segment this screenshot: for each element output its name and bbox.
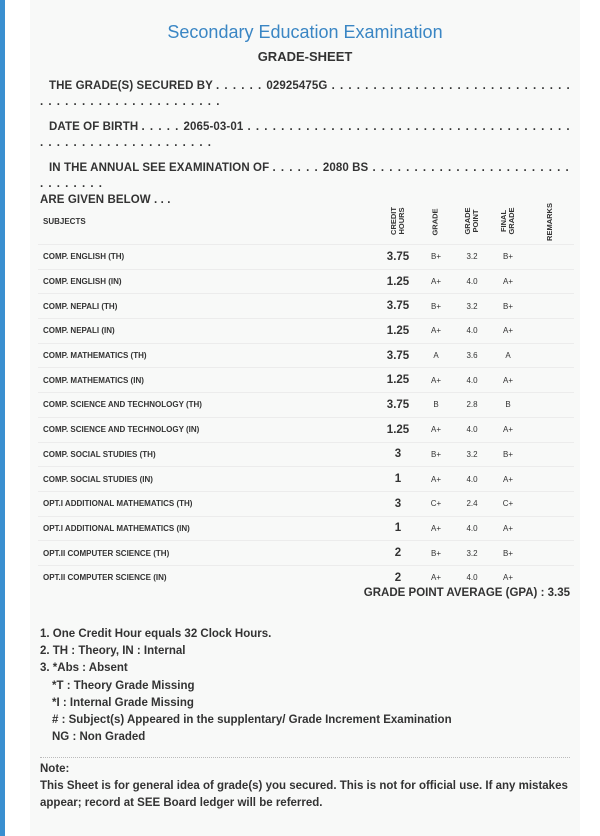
- grade-point-cell: 3.2: [454, 294, 490, 319]
- note-title: Note:: [40, 763, 70, 775]
- grade-point-cell: 4.0: [454, 467, 490, 492]
- grade-point-cell: 4.0: [454, 565, 490, 589]
- final-grade-cell: B+: [490, 294, 526, 319]
- grade-point-cell: 3.2: [454, 442, 490, 467]
- table-row: [38, 245, 574, 270]
- final-grade-cell: B+: [490, 541, 526, 566]
- table-row: [38, 393, 574, 418]
- grade-sheet-card: [30, 0, 580, 836]
- grade-cell: A+: [418, 516, 454, 541]
- table-row: [38, 417, 574, 442]
- remarks-cell: [526, 294, 574, 319]
- col-grade-point: GRADE POINT: [463, 207, 480, 235]
- remarks-cell: [526, 491, 574, 516]
- grades-table: [38, 198, 574, 590]
- subject-cell: OPT.II COMPUTER SCIENCE (IN): [38, 565, 378, 589]
- credit-hours-cell: 1.25: [378, 368, 418, 393]
- gpa-value: 3.35: [547, 587, 570, 599]
- exam-title: Secondary Education Examination: [167, 22, 443, 42]
- legend-item: 2. TH : Theory, IN : Internal: [40, 645, 186, 658]
- grade-cell: A: [418, 343, 454, 368]
- grade-cell: A+: [418, 368, 454, 393]
- note-block: [40, 761, 570, 812]
- final-grade-cell: A+: [490, 417, 526, 442]
- grade-cell: B+: [418, 294, 454, 319]
- col-grade: GRADE: [431, 207, 440, 236]
- grade-point-cell: 2.4: [454, 491, 490, 516]
- table-row: [38, 516, 574, 541]
- exam-label: IN THE ANNUAL SEE EXAMINATION OF: [49, 162, 270, 174]
- subject-cell: COMP. SOCIAL STUDIES (IN): [38, 467, 378, 492]
- legend-item: # : Subject(s) Appeared in the supplentary/ Grade Increment Examination: [52, 714, 452, 727]
- dob-value: 2065-03-01: [183, 121, 244, 133]
- legend-item: *I : Internal Grade Missing: [52, 696, 194, 709]
- subject-cell: COMP. SCIENCE AND TECHNOLOGY (TH): [38, 393, 378, 418]
- grade-point-cell: 2.8: [454, 393, 490, 418]
- table-row: [38, 467, 574, 492]
- credit-hours-cell: 1.25: [378, 417, 418, 442]
- grade-cell: B+: [418, 442, 454, 467]
- final-grade-cell: C+: [490, 491, 526, 516]
- table-row: [38, 319, 574, 344]
- grade-point-cell: 3.2: [454, 541, 490, 566]
- subject-cell: COMP. MATHEMATICS (IN): [38, 368, 378, 393]
- table-row: [38, 442, 574, 467]
- credit-hours-cell: 1: [378, 467, 418, 492]
- remarks-cell: [526, 516, 574, 541]
- final-grade-cell: A+: [490, 467, 526, 492]
- remarks-cell: [526, 541, 574, 566]
- left-accent-bar: [0, 0, 5, 836]
- grade-cell: A+: [418, 565, 454, 589]
- credit-hours-cell: 2: [378, 541, 418, 566]
- secured-by-label: THE GRADE(S) SECURED BY: [49, 80, 213, 92]
- subject-cell: COMP. NEPALI (TH): [38, 294, 378, 319]
- credit-hours-cell: 3.75: [378, 393, 418, 418]
- table-row: [38, 294, 574, 319]
- legend-list: [40, 626, 452, 746]
- grade-cell: A+: [418, 269, 454, 294]
- grade-cell: A+: [418, 319, 454, 344]
- grade-point-cell: 4.0: [454, 319, 490, 344]
- credit-hours-cell: 3: [378, 491, 418, 516]
- grade-cell: C+: [418, 491, 454, 516]
- table-row: [38, 269, 574, 294]
- final-grade-cell: B+: [490, 245, 526, 270]
- final-grade-cell: A+: [490, 319, 526, 344]
- given-below-text: ARE GIVEN BELOW . . .: [40, 194, 171, 206]
- subject-cell: COMP. MATHEMATICS (TH): [38, 343, 378, 368]
- col-remarks: REMARKS: [544, 202, 554, 241]
- note-text: This Sheet is for general idea of grade(s) you secured. This is not for official use. If any mistakes appear; record at SEE Board ledger will be referred.: [40, 780, 568, 809]
- grade-cell: A+: [418, 467, 454, 492]
- table-row: [38, 491, 574, 516]
- credit-hours-cell: 2: [378, 565, 418, 589]
- remarks-cell: [526, 368, 574, 393]
- remarks-cell: [526, 442, 574, 467]
- legend-item: NG : Non Graded: [52, 731, 146, 744]
- final-grade-cell: A+: [490, 516, 526, 541]
- grade-cell: B+: [418, 541, 454, 566]
- subject-cell: COMP. NEPALI (IN): [38, 319, 378, 344]
- remarks-cell: [526, 343, 574, 368]
- table-header-row: [38, 198, 574, 245]
- final-grade-cell: A+: [490, 565, 526, 589]
- credit-hours-cell: 3: [378, 442, 418, 467]
- legend-item: *T : Theory Grade Missing: [52, 679, 195, 692]
- grade-cell: B+: [418, 245, 454, 270]
- exam-line: IN THE ANNUAL SEE EXAMINATION OF . . . . . . 2080 BS . . . . . . . . . . . . . . . . . . . . . . . . . . . . . . . . ARE GIVEN BELOW . . .: [40, 162, 570, 206]
- final-grade-cell: B: [490, 393, 526, 418]
- grade-sheet-heading: GRADE-SHEET: [257, 49, 353, 64]
- subject-cell: COMP. ENGLISH (TH): [38, 245, 378, 270]
- col-subjects: SUBJECTS: [43, 216, 86, 226]
- credit-hours-cell: 1.25: [378, 269, 418, 294]
- gpa-label: GRADE POINT AVERAGE (GPA) :: [363, 587, 545, 599]
- subject-cell: COMP. SCIENCE AND TECHNOLOGY (IN): [38, 417, 378, 442]
- grade-point-cell: 4.0: [454, 269, 490, 294]
- remarks-cell: [526, 417, 574, 442]
- subject-cell: OPT.II COMPUTER SCIENCE (TH): [38, 541, 378, 566]
- secured-by-line: THE GRADE(S) SECURED BY . . . . . . 02925475G . . . . . . . . . . . . . . . . . . . . . . . . . . . . . . . . . . . . . . . . . . . . . . . . . . .: [40, 80, 571, 108]
- grade-point-cell: 3.2: [454, 245, 490, 270]
- dob-line: DATE OF BIRTH . . . . . 2065-03-01 . . . . . . . . . . . . . . . . . . . . . . . . . . . . . . . . . . . . . . . . . . . . . . . . . . . . . . . . . . . .: [40, 121, 571, 149]
- table-row: [38, 368, 574, 393]
- grade-point-cell: 3.6: [454, 343, 490, 368]
- credit-hours-cell: 3.75: [378, 294, 418, 319]
- subject-cell: COMP. SOCIAL STUDIES (TH): [38, 442, 378, 467]
- grade-point-cell: 4.0: [454, 417, 490, 442]
- col-final-grade: FINAL GRADE: [499, 207, 516, 235]
- col-credit-hours: CREDIT HOURS: [389, 207, 406, 235]
- exam-year: 2080 BS: [322, 162, 369, 174]
- dob-label: DATE OF BIRTH: [49, 121, 139, 133]
- credit-hours-cell: 1.25: [378, 319, 418, 344]
- grade-point-cell: 4.0: [454, 368, 490, 393]
- table-row: [38, 343, 574, 368]
- table-row: [38, 541, 574, 566]
- final-grade-cell: A+: [490, 269, 526, 294]
- final-grade-cell: B+: [490, 442, 526, 467]
- legend-item: 1. One Credit Hour equals 32 Clock Hours.: [40, 628, 272, 640]
- remarks-cell: [526, 467, 574, 492]
- subject-cell: COMP. ENGLISH (IN): [38, 269, 378, 294]
- remarks-cell: [526, 393, 574, 418]
- remarks-cell: [526, 269, 574, 294]
- credit-hours-cell: 3.75: [378, 245, 418, 270]
- final-grade-cell: A+: [490, 368, 526, 393]
- gpa-summary: [364, 587, 570, 599]
- final-grade-cell: A: [490, 343, 526, 368]
- grade-point-cell: 4.0: [454, 516, 490, 541]
- grade-cell: A+: [418, 417, 454, 442]
- legend-item: 3. *Abs : Absent: [40, 662, 128, 675]
- remarks-cell: [526, 319, 574, 344]
- subject-cell: OPT.I ADDITIONAL MATHEMATICS (IN): [38, 516, 378, 541]
- subject-cell: OPT.I ADDITIONAL MATHEMATICS (TH): [38, 491, 378, 516]
- symbol-number: 02925475G: [266, 80, 328, 92]
- remarks-cell: [526, 565, 574, 589]
- credit-hours-cell: 1: [378, 516, 418, 541]
- credit-hours-cell: 3.75: [378, 343, 418, 368]
- remarks-cell: [526, 245, 574, 270]
- table-row: [38, 565, 574, 589]
- grade-cell: B: [418, 393, 454, 418]
- divider: [40, 757, 570, 758]
